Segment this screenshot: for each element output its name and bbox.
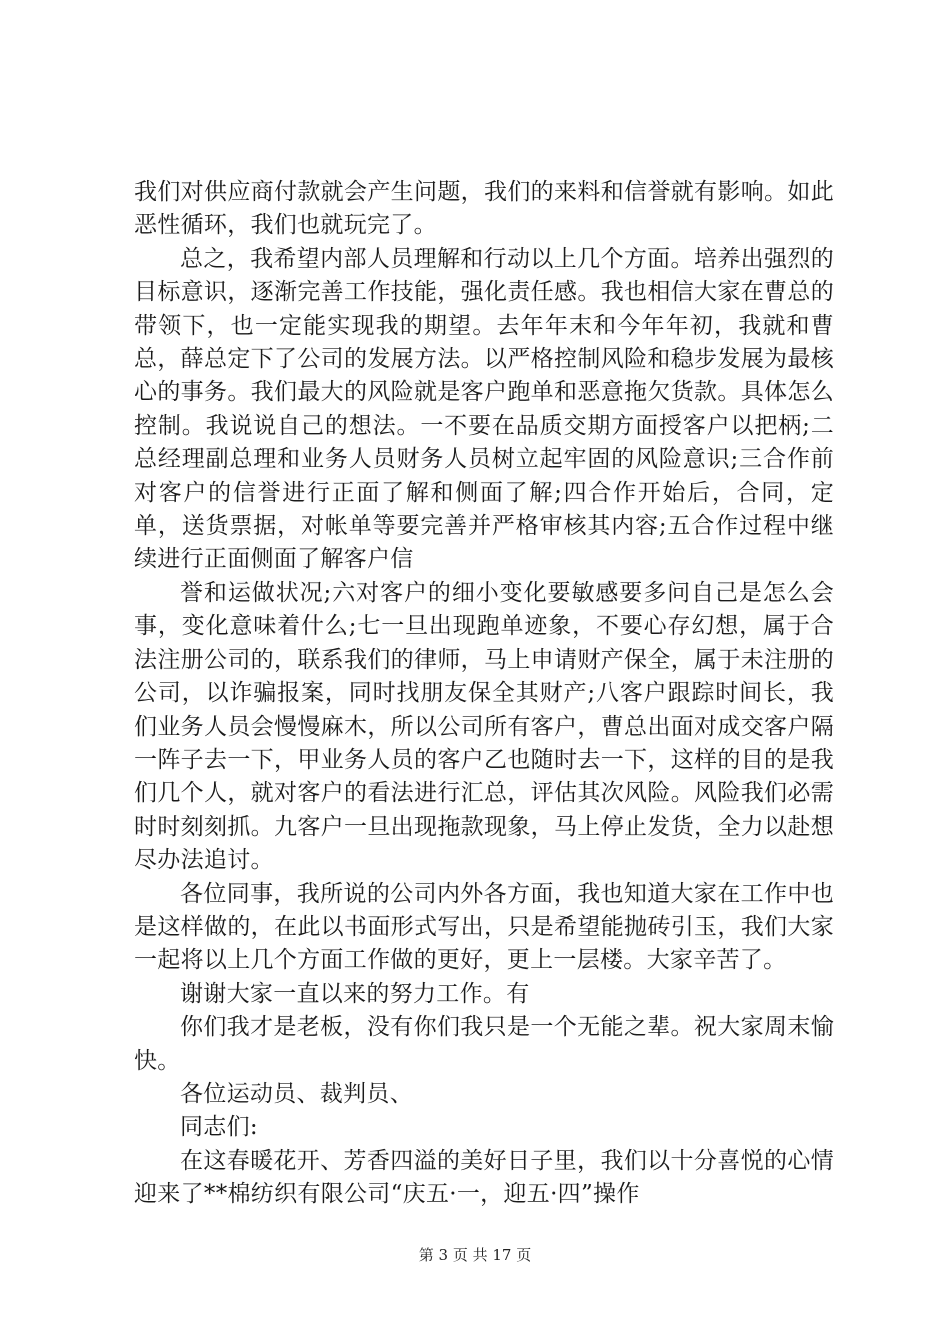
paragraph-3: 誉和运做状况;六对客户的细小变化要敏感要多问自己是怎么会事，变化意味着什么;七一旦出现跑单迹象，不要心存幻想，属于合法注册公司的，联系我们的律师，马上申请财产保全，属于未注册的公司，以诈骗报案，同时找朋友保全其财产;八客户跟踪时间长，我们业务人员会慢慢麻木，所以公司所有客户，曹总出面对成交客户隔一阵子去一下，甲业务人员的客户乙也随时去一下，这样的目的是我们几个人，就对客户的看法进行汇总，评估其次风险。风险我们必需时时刻刻抓。九客户一旦出现拖款现象，马上停止发货，全力以赴想尽办法追讨。 [134,579,834,874]
paragraph-5: 谢谢大家一直以来的努力工作。有 [180,980,530,1007]
page-number-footer: 第 3 页 共 17 页 [418,1246,532,1264]
paragraph-2: 总之，我希望内部人员理解和行动以上几个方面。培养出强烈的目标意识，逐渐完善工作技能，强化责任感。我也相信大家在曹总的带领下，也一定能实现我的期望。去年年末和今年年初，我就和曹总，薛总定下了公司的发展方法。以严格控制风险和稳步发展为最核心的事务。我们最大的风险就是客户跑单和恶意拖欠货款。具体怎么控制。我说说自己的想法。一不要在品质交期方面授客户以把柄;二总经理副总理和业务人员财务人员树立起牢固的风险意识;三合作前对客户的信誉进行正面了解和侧面了解;四合作开始后，合同，定单，送货票据，对帐单等要完善并严格审核其内容;五合作过程中继续进行正面侧面了解客户信 [134,245,834,573]
paragraph-4: 各位同事，我所说的公司内外各方面，我也知道大家在工作中也是这样做的，在此以书面形式写出，只是希望能抛砖引玉，我们大家一起将以上几个方面工作做的更好，更上一层楼。大家辛苦了。 [134,880,834,974]
document-body [134,176,834,1212]
paragraph-7: 各位运动员、裁判员、 [180,1080,413,1107]
paragraph-9: 在这春暖花开、芳香四溢的美好日子里，我们以十分喜悦的心情迎来了**棉纺织有限公司“庆五·一，迎五·四”操作 [134,1147,834,1208]
paragraph-8: 同志们: [180,1114,258,1141]
paragraph-6: 你们我才是老板，没有你们我只是一个无能之辈。祝大家周末愉快。 [134,1014,834,1074]
paragraph-1: 我们对供应商付款就会产生问题，我们的来料和信誉就有影响。如此恶性循环，我们也就玩完了。 [134,179,834,239]
